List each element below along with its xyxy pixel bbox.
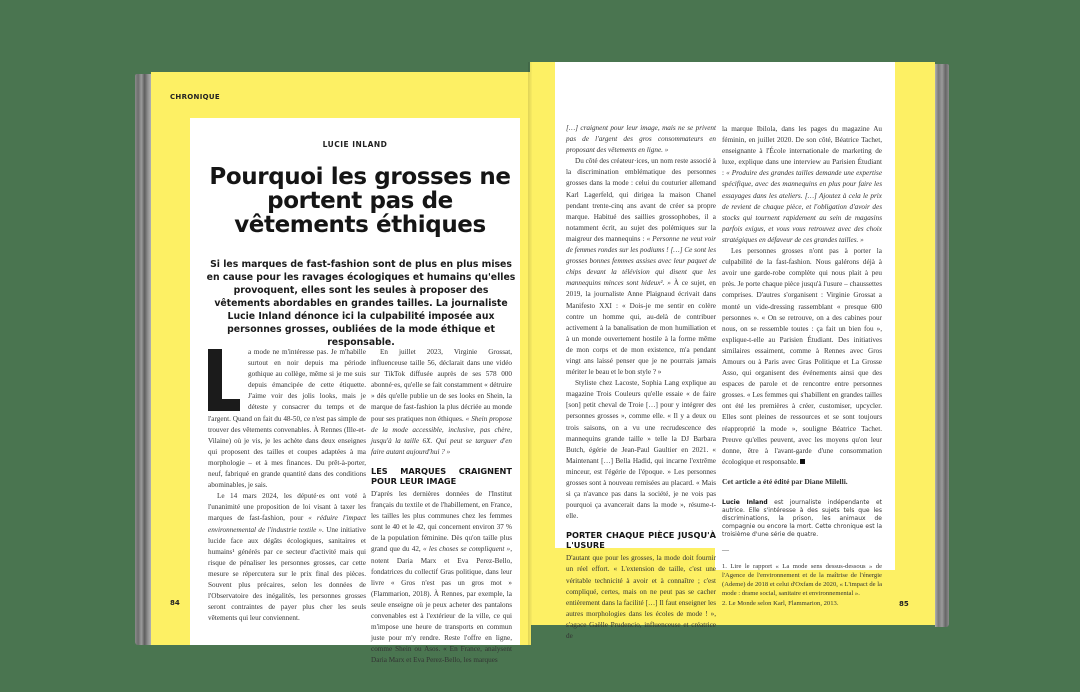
- subheading: LES MARQUES CRAIGNENT POUR LEUR IMAGE: [371, 465, 512, 486]
- paragraph: D'autant que pour les grosses, la mode doit fournir un réel effort. « L'extension de taille, c'est une véritable technicité à avoir et à connaître ; c'est compliqué, certes, mais on ne peut pas se cacher entièrement dans la facilité […] Il faut enseigner les autres morphologies dans les écoles de mode ! », s'agace Gaëlle Prudencio, influenceuse et créatrice de: [566, 554, 716, 641]
- paragraph: Du côté des créateur·ices, un nom reste associé à la discrimination emblématique des personnes grosses dans la mode : celui du couturier allemand Karl Lagerfeld, qui dirigea la maison Chanel pendant trente-cinq ans avant de créer sa propre marque. Habitué des saillies grossophobes, il a notamment écrit, au sujet des polémiques sur la maigreur des mannequins : « Personne ne veut voir de femmes rondes sur les podiums ! […] Ce sont les grosses bonnes femmes assises avec leur paquet de chips devant la télévision qui disent que les mannequins minces sont hideux². » À ce sujet, en 2019, la journaliste Anne Plaignaud écrivait dans Manifesto XXI : « Dois-je me sentir en colère contre un homme qui, au-delà de contribuer activement à la banalisation de mon humiliation et à un monde ouvertement hostile à la forme même de mon corps et de mon existence, m'a pendant vingt ans laissé penser que je ne pourrais jamais mériter le beau et le bon style ? »: [566, 157, 717, 377]
- page-edges-right: [935, 64, 949, 627]
- paragraph: Styliste chez Lacoste, Sophia Lang explique au magazine Trois Couleurs qu'elle essaie « de faire [son] petit cheval de Troie […] pour y intégrer des personnes grosses », comme elle. « Il y a deux ou trois saisons, on a vu une recrudescence des mannequins grande taille » telle la DJ Barbara Butch, égérie de Jean-Paul Gaultier en 2021. « Maintenant […] Bella Hadid, qui incarne l'extrême minceur, est l'égérie de l'époque. » Les personnes grosses sont à nouveau remisées au placard. « Mais si ça n'avance pas dans la société, je ne vois pas pourquoi ça avancerait dans la mode », résume-t-elle.: [566, 379, 716, 521]
- page-edges-left: [135, 74, 151, 645]
- article-column-2: [371, 347, 512, 666]
- page-number-left: 84: [170, 599, 180, 607]
- standfirst: Si les marques de fast-fashion sont de plus en plus mises en cause pour les ravages écologiques et humains qu'elles provoquent, elles sont les seules à proposer des vêtements abordables en grandes tailles. La journaliste Lucie Inland dénonce ici la culpabilité imposée aux personnes grosses, oubliées de la mode éthique et responsable.: [206, 259, 516, 348]
- paragraph: Le 14 mars 2024, les député·es ont voté à l'unanimité une proposition de loi visant à taxer les marques de fast-fashion, pour « réduire l'impact environnemental de l'industrie textile ». Une initiative lucide face aux dégâts écologiques, sanitaires et humains¹ générés par ce secteur d'activité mais qui risque de pénaliser les personnes grosses, car cette mesure se répercutera sur le prix final des pièces. Souvent plus précaires, selon les données de l'Observatoire des inégalités, les personnes grosses seront contraintes de payer plus cher les seuls vêtements qui leur conviennent.: [208, 492, 366, 623]
- paragraph: En juillet 2023, Virginie Grossat, influenceuse taille 56, déclarait dans une vidéo sur TikTok diffusée auprès de ses 578 000 abonné·es, qu'elle se fait constamment « détruire » dès qu'elle publie un de ses looks en Shein, la marque de fast-fashion la plus décriée au monde pour ses pratiques non éthiques. « Shein propose de la mode accessible, inclusive, pas chère, jusqu'à la taille 6X. Qui peut se targuer d'en faire autant aujourd'hui ? »: [371, 348, 513, 456]
- editor-note: Cet article a été édité par Diane Milelli.: [722, 476, 848, 486]
- footnote-1: 1. Lire le rapport « La mode sens dessus-dessous » de l'Agence de l'environnement et de la maîtrise de l'énergie (Ademe) de 2018 et celui d'Oxfam de 2020, « L'impact de la mode : drame social, sanitaire et environnemental ».: [722, 563, 882, 598]
- spine-shadow: [528, 62, 532, 645]
- paragraph: la marque Ibilola, dans les pages du magazine Au féminin, en juillet 2020. De son côté, Béatrice Tachet, enseignante à l'École internationale de marketing de luxe, explique dans une interview au Parisien Étudiant : « Produire des grandes tailles demande une expertise spécifique, avec des mannequins en plus pour faire les essayages dans les ateliers. […] Ajoutez à cela le prix de revient de chaque pièce, et l'obligation d'avoir des stocks qui tournent rapidement au sein de magasins parfois exigus, et vous vous retrouvez avec des choix stratégiques en défaveur de ces grandes tailles. »: [722, 125, 883, 244]
- byline: LUCIE INLAND: [322, 140, 388, 149]
- dropcap-letter-l: [208, 349, 240, 411]
- paragraph: Les personnes grosses n'ont pas à porter la culpabilité de la fast-fashion. Nous galérons déjà à avoir une garde-robe complète qui nous plait à peu près. Je porte chaque pièce jusqu'à l'usure – chaussettes comprises. D'autres s'organisent : Virginie Grossat a monté un vide-dressing rassemblant « presque 600 personnes ». « On se retrouve, on a des cabines pour nous, on se ressemble toutes : ça fait un bien fou », explique-t-elle au Parisien Étudiant. Des initiatives similaires essaiment, comme à Rennes avec Gros Amours ou à Paris avec Gras Politique et La Grosse Asso, qui organisent des événements ainsi que des espaces de parole et de rencontre entre personnes grosses. « Les femmes qui s'habillent en grandes tailles ont été les premières à créer, customiser, upcycler. Elles sont pleines de ressources et se sont toujours réapproprié la mode », souligne Béatrice Tachet. Preuve qu'elles peuvent, avec les moyens qu'on leur donne, être à l'avant-garde d'une consommation écologique et responsable.: [722, 247, 882, 466]
- article-column-3: [566, 123, 716, 642]
- footnotes: [722, 562, 882, 608]
- paragraph: a mode ne m'intéresse pas. Je m'habille surtout en noir depuis ma période gothique au collège, même si je me suis depuis émancipée de cette étiquette. J'aime voir des jolis looks, mais je déteste y consacrer du temps et de l'argent. Quand on fait du 48-50, ce n'est pas simple de trouver des vêtements convenables. À Rennes (Ille-et-Vilaine) où je vis, je les achète dans deux enseignes qui proposent des tailles et coupes adaptées à ma morphologie – et à mes finances. Du prêt-à-porter, neuf, fabriqué en grande quantité dans des conditions abominables, je sais.: [208, 348, 366, 490]
- article-column-1: [208, 347, 366, 624]
- separator: —: [722, 546, 729, 554]
- author-bio: Lucie Inland est journaliste indépendante et autrice. Elle s'intéresse à des sujets tels que les discriminations, la prison, les animaux de compagnie ou encore la mort. Cette chronique est la troisième d'une série de quatre.: [722, 499, 883, 538]
- paragraph: D'après les dernières données de l'Institut français du textile et de l'habillement, en France, les tailles les plus communes chez les femmes sont le 40 et le 42, qui concernent environ 37 % de la population féminine. Dès qu'on taille plus grand que du 42, « les choses se compliquent », notent Daria Marx et Eva Perez-Bello, fondatrices du collectif Gras politique, dans leur livre « Gros n'est pas un gros mot » (Flammarion, 2018). À Rennes, par exemple, la seule enseigne où je peux acheter des pantalons convenables est à l'extérieur de la ville, ce qui m'impose une heure de transports en commun juste pour m'y rendre. Reste l'offre en ligne, comme Shein ou Asos. « En France, analysent Daria Marx et Eva Perez-Bello, les marques: [371, 489, 513, 665]
- article-column-4: [722, 124, 882, 609]
- paragraph: […] craignent pour leur image, mais ne se privent pas de l'argent des gros consommateurs en proposant des vêtements en ligne. »: [566, 124, 716, 155]
- page-number-right: 85: [899, 600, 909, 608]
- section-label: CHRONIQUE: [170, 93, 220, 101]
- footnote-2: 2. Le Monde selon Karl, Flammarion, 2013.: [722, 600, 839, 608]
- subheading: PORTER CHAQUE PIÈCE JUSQU'À L'USURE: [566, 530, 716, 551]
- headline: Pourquoi les grosses ne portent pas de vêtements éthiques: [209, 164, 511, 238]
- end-mark-icon: [800, 459, 805, 464]
